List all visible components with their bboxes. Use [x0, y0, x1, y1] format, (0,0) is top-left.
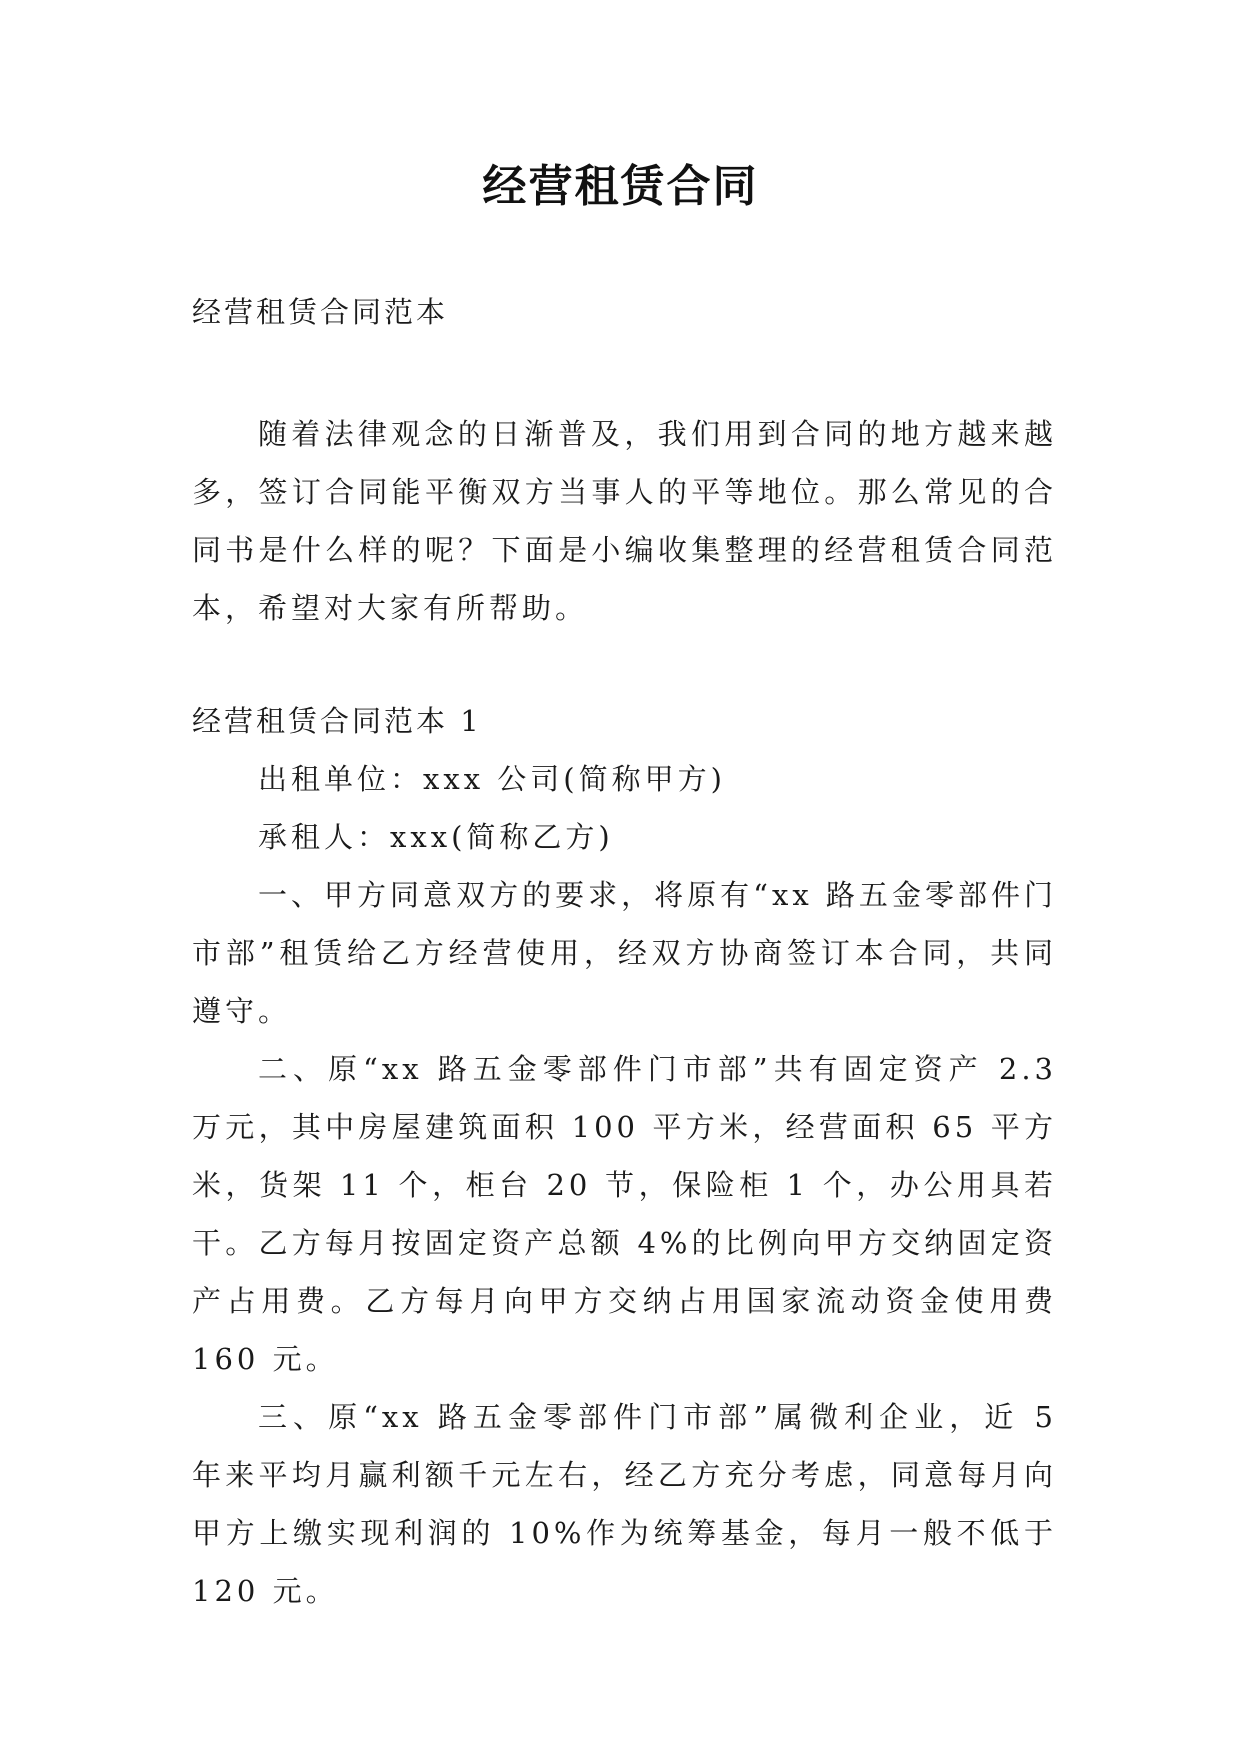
clause-3: 三、原“xx 路五金零部件门市部”属微利企业，近 5 年来平均月赢利额千元左右，经乙方充分考虑，同意每月向甲方上缴实现利润的 10%作为统筹基金，每月一般不低于 120 元。	[192, 1400, 1057, 1608]
intro-paragraph: 随着法律观念的日渐普及，我们用到合同的地方越来越多，签订合同能平衡双方当事人的平等地位。那么常见的合同书是什么样的呢？下面是小编收集整理的经营租赁合同范本，希望对大家有所帮助。	[192, 417, 1057, 625]
document-title: 经营租赁合同	[482, 161, 759, 212]
lessor-line: 出租单位：xxx 公司(简称甲方)	[258, 762, 726, 796]
contract-section-1	[192, 692, 1057, 1620]
clause-1: 一、甲方同意双方的要求，将原有“xx 路五金零部件门市部”租赁给乙方经营使用，经双方协商签订本合同，共同遵守。	[192, 878, 1057, 1028]
lessee-line: 承租人：xxx(简称乙方)	[258, 820, 614, 854]
clause-2: 二、原“xx 路五金零部件门市部”共有固定资产 2.3 万元，其中房屋建筑面积 100 平方米，经营面积 65 平方米，货架 11 个，柜台 20 节，保险柜 1 个，办公用具若干。乙方每月按固定资产总额 4%的比例向甲方交纳固定资产占用费。乙方每月向甲方交纳占用国家流动资金使用费 160 元。	[192, 1052, 1057, 1376]
document-subtitle: 经营租赁合同范本	[192, 295, 449, 329]
section-heading: 经营租赁合同范本 1	[192, 704, 482, 738]
